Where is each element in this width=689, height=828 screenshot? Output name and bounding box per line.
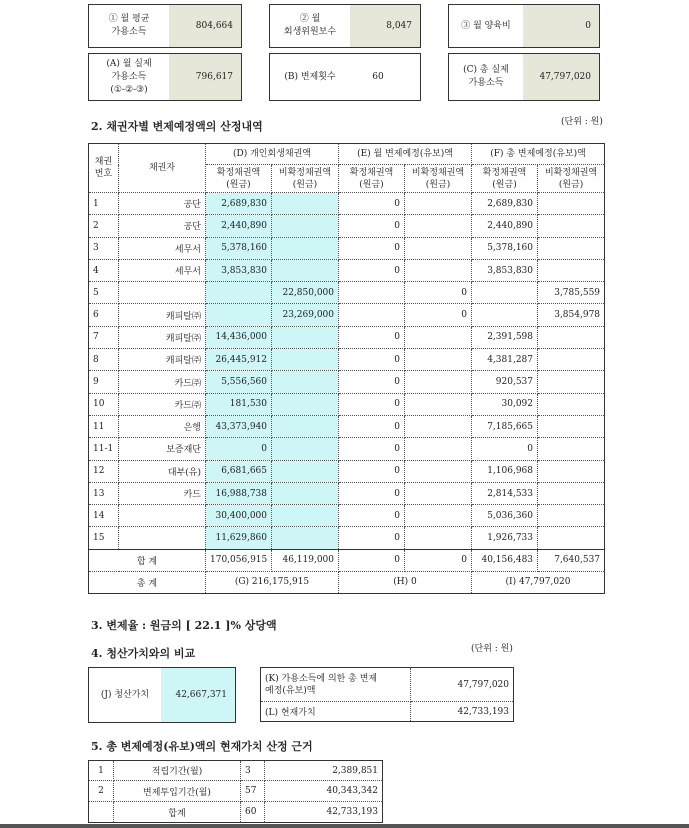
col-header-creditor: 채권자 xyxy=(119,144,206,193)
row-d-confirmed: 30,400,000 xyxy=(206,505,272,527)
row-creditor: 세무서 xyxy=(119,259,206,281)
row-d-unconfirmed xyxy=(272,415,339,437)
avg-income-label: ① 월 평균 가용소득 xyxy=(108,14,150,37)
row-no: 10 xyxy=(89,393,119,415)
liquidation-value-value: 42,667,371 xyxy=(161,668,235,722)
row-f-unconfirmed xyxy=(538,438,605,460)
avg-income-value: 804,664 xyxy=(169,5,241,47)
row-d-confirmed: 6,681,665 xyxy=(206,460,272,482)
present-value-table xyxy=(88,760,383,823)
table-row xyxy=(89,371,605,393)
col-header-f-unconfirmed: 비확정채권액 (원금) xyxy=(538,165,605,193)
row-creditor xyxy=(119,527,206,549)
col-header-f-confirmed: 확정채권액 (원금) xyxy=(472,165,538,193)
creditor-table-body xyxy=(89,144,605,594)
row-e-unconfirmed xyxy=(405,415,472,437)
pv-row-label: 적립기간(월) xyxy=(114,761,241,781)
row-f-unconfirmed xyxy=(538,193,605,215)
row-creditor: 공단 xyxy=(119,193,206,215)
payment-count-value: 60 xyxy=(350,54,420,100)
pv-total-amount: 42,733,193 xyxy=(265,802,383,823)
pv-row-months: 57 xyxy=(241,781,265,802)
row-e-confirmed: 0 xyxy=(339,215,405,237)
trustee-fee-box xyxy=(269,4,421,48)
row-no: 2 xyxy=(89,215,119,237)
pv-row-no: 1 xyxy=(89,761,114,781)
row-e-confirmed: 0 xyxy=(339,460,405,482)
row-e-unconfirmed xyxy=(405,237,472,259)
col-header-no: 채권 번호 xyxy=(89,144,119,193)
row-no: 15 xyxy=(89,527,119,549)
row-f-confirmed: 5,036,360 xyxy=(472,505,538,527)
total-label: 총 계 xyxy=(89,571,206,593)
row-no: 14 xyxy=(89,505,119,527)
subtotal-f-conf: 40,156,483 xyxy=(472,549,538,571)
subtotal-e-unconf: 0 xyxy=(405,549,472,571)
row-e-confirmed: 0 xyxy=(339,527,405,549)
row-d-confirmed xyxy=(206,282,272,304)
row-e-unconfirmed xyxy=(405,460,472,482)
net-income-label: (A) 월 실제 가용소득 (①-②-③) xyxy=(106,58,152,95)
row-d-unconfirmed xyxy=(272,349,339,371)
net-income-box xyxy=(88,53,242,101)
subtotal-label: 합 계 xyxy=(89,549,206,571)
col-header-e-confirmed: 확정채권액 (원금) xyxy=(339,165,405,193)
total-income-box xyxy=(448,53,600,101)
row-d-unconfirmed xyxy=(272,237,339,259)
row-e-confirmed: 0 xyxy=(339,349,405,371)
row-f-confirmed xyxy=(472,304,538,326)
table-row xyxy=(89,393,605,415)
row-d-confirmed: 26,445,912 xyxy=(206,349,272,371)
row-no: 1 xyxy=(89,193,119,215)
table-row xyxy=(89,460,605,482)
row-d-unconfirmed xyxy=(272,438,339,460)
child-support-label: ③ 월 양육비 xyxy=(461,20,511,31)
table-row xyxy=(89,304,605,326)
row-creditor: 세무서 xyxy=(119,237,206,259)
row-f-unconfirmed xyxy=(538,215,605,237)
row-no: 8 xyxy=(89,349,119,371)
row-f-unconfirmed xyxy=(538,415,605,437)
row-f-unconfirmed xyxy=(538,393,605,415)
row-creditor: 보증재단 xyxy=(119,438,206,460)
row-e-unconfirmed xyxy=(405,393,472,415)
row-e-confirmed: 0 xyxy=(339,505,405,527)
subtotal-e-conf: 0 xyxy=(339,549,405,571)
row-e-confirmed: 0 xyxy=(339,326,405,348)
row-d-confirmed: 43,373,940 xyxy=(206,415,272,437)
child-support-value: 0 xyxy=(523,5,599,47)
row-no: 9 xyxy=(89,371,119,393)
row-e-unconfirmed xyxy=(405,215,472,237)
row-f-confirmed: 30,092 xyxy=(472,393,538,415)
row-e-unconfirmed xyxy=(405,326,472,348)
total-h: (H) 0 xyxy=(339,571,472,593)
subtotal-d-conf: 170,056,915 xyxy=(206,549,272,571)
row-d-confirmed: 181,530 xyxy=(206,393,272,415)
row-no: 11 xyxy=(89,415,119,437)
row-no: 5 xyxy=(89,282,119,304)
row-d-confirmed: 5,556,560 xyxy=(206,371,272,393)
page-bottom-divider xyxy=(0,824,689,828)
table-row xyxy=(89,505,605,527)
table-row xyxy=(89,259,605,281)
total-row xyxy=(89,571,605,593)
row-no: 4 xyxy=(89,259,119,281)
row-creditor: 캐피탈㈜ xyxy=(119,304,206,326)
pv-row-no: 2 xyxy=(89,781,114,802)
row-e-unconfirmed xyxy=(405,438,472,460)
total-g: (G) 216,175,915 xyxy=(206,571,339,593)
row-creditor: 캐피탈㈜ xyxy=(119,326,206,348)
row-e-confirmed xyxy=(339,304,405,326)
row-d-confirmed: 3,853,830 xyxy=(206,259,272,281)
k-value: 47,797,020 xyxy=(411,668,514,702)
table-row xyxy=(89,527,605,549)
row-d-confirmed xyxy=(206,304,272,326)
row-e-unconfirmed: 0 xyxy=(405,304,472,326)
row-no: 11-1 xyxy=(89,438,119,460)
table-row xyxy=(89,349,605,371)
row-creditor xyxy=(119,282,206,304)
row-creditor: 카드㈜ xyxy=(119,371,206,393)
row-f-unconfirmed xyxy=(538,482,605,504)
row-d-unconfirmed: 22,850,000 xyxy=(272,282,339,304)
table-row xyxy=(89,438,605,460)
row-f-unconfirmed xyxy=(538,460,605,482)
row-e-unconfirmed xyxy=(405,193,472,215)
row-e-unconfirmed: 0 xyxy=(405,282,472,304)
subtotal-row xyxy=(89,549,605,571)
section2-unit: (단위 : 원) xyxy=(561,117,603,127)
row-e-unconfirmed xyxy=(405,259,472,281)
row-f-confirmed: 7,185,665 xyxy=(472,415,538,437)
row-e-confirmed: 0 xyxy=(339,193,405,215)
pv-row-amount: 2,389,851 xyxy=(265,761,383,781)
row-e-confirmed: 0 xyxy=(339,393,405,415)
row-f-unconfirmed xyxy=(538,326,605,348)
row-f-confirmed: 1,106,968 xyxy=(472,460,538,482)
row-f-unconfirmed xyxy=(538,371,605,393)
pv-row-months: 3 xyxy=(241,761,265,781)
liquidation-value-box xyxy=(88,667,236,723)
table-row xyxy=(89,415,605,437)
row-d-confirmed: 0 xyxy=(206,438,272,460)
table-row xyxy=(89,282,605,304)
pv-total-label: 합계 xyxy=(114,802,241,823)
row-e-confirmed: 0 xyxy=(339,237,405,259)
row-d-unconfirmed xyxy=(272,527,339,549)
pv-total-no xyxy=(89,802,114,823)
row-d-unconfirmed xyxy=(272,505,339,527)
table-row xyxy=(89,215,605,237)
row-creditor: 공단 xyxy=(119,215,206,237)
row-d-confirmed: 2,440,890 xyxy=(206,215,272,237)
row-d-unconfirmed xyxy=(272,326,339,348)
section4-unit: (단위 : 원) xyxy=(471,644,513,654)
row-d-unconfirmed xyxy=(272,482,339,504)
row-d-unconfirmed xyxy=(272,371,339,393)
row-f-confirmed: 0 xyxy=(472,438,538,460)
trustee-fee-label: ② 월 회생위원보수 xyxy=(283,14,337,37)
child-support-box xyxy=(448,4,600,48)
row-d-unconfirmed xyxy=(272,259,339,281)
total-income-value: 47,797,020 xyxy=(523,54,599,100)
section5-title: 5. 총 변제예정(유보)액의 현재가치 산정 근거 xyxy=(91,740,313,753)
row-e-unconfirmed xyxy=(405,505,472,527)
row-f-unconfirmed xyxy=(538,237,605,259)
row-no: 12 xyxy=(89,460,119,482)
row-f-confirmed: 920,537 xyxy=(472,371,538,393)
l-value: 42,733,193 xyxy=(411,702,514,722)
row-d-confirmed: 16,988,738 xyxy=(206,482,272,504)
section3-title: 3. 변제율 : 원금의 [ 22.1 ]% 상당액 xyxy=(91,619,277,632)
row-no: 13 xyxy=(89,482,119,504)
row-e-confirmed: 0 xyxy=(339,371,405,393)
pv-total-months: 60 xyxy=(241,802,265,823)
row-f-confirmed: 2,440,890 xyxy=(472,215,538,237)
row-f-confirmed: 2,814,533 xyxy=(472,482,538,504)
creditor-table xyxy=(88,143,605,594)
table-row xyxy=(89,482,605,504)
col-header-f: (F) 총 변제예정(유보)액 xyxy=(472,144,605,165)
row-f-unconfirmed: 3,785,559 xyxy=(538,282,605,304)
row-f-confirmed: 4,381,287 xyxy=(472,349,538,371)
trustee-fee-value: 8,047 xyxy=(350,5,420,47)
row-creditor: 카드 xyxy=(119,482,206,504)
row-f-unconfirmed xyxy=(538,527,605,549)
pv-row-label: 변제투입기간(월) xyxy=(114,781,241,802)
row-e-confirmed: 0 xyxy=(339,415,405,437)
row-f-confirmed: 2,689,830 xyxy=(472,193,538,215)
row-e-confirmed: 0 xyxy=(339,259,405,281)
total-i: (I) 47,797,020 xyxy=(472,571,605,593)
table-row xyxy=(89,193,605,215)
k-label: (K) 가용소득에 의한 총 변제 예정(유보)액 xyxy=(261,668,411,702)
col-header-d-confirmed: 확정채권액 (원금) xyxy=(206,165,272,193)
subtotal-d-unconf: 46,119,000 xyxy=(272,549,339,571)
row-f-unconfirmed xyxy=(538,505,605,527)
row-d-unconfirmed xyxy=(272,393,339,415)
avg-income-box xyxy=(88,4,242,48)
row-creditor: 캐피탈㈜ xyxy=(119,349,206,371)
section2-title: 2. 채권자별 변제예정액의 산정내역 xyxy=(91,120,263,133)
row-d-confirmed: 14,436,000 xyxy=(206,326,272,348)
row-e-confirmed: 0 xyxy=(339,438,405,460)
row-f-unconfirmed: 3,854,978 xyxy=(538,304,605,326)
row-f-confirmed: 1,926,733 xyxy=(472,527,538,549)
subtotal-f-unconf: 7,640,537 xyxy=(538,549,605,571)
row-e-confirmed: 0 xyxy=(339,482,405,504)
col-header-d: (D) 개인회생채권액 xyxy=(206,144,339,165)
row-creditor: 대부(유) xyxy=(119,460,206,482)
comparison-table xyxy=(260,667,514,722)
row-creditor: 카드㈜ xyxy=(119,393,206,415)
pv-row-amount: 40,343,342 xyxy=(265,781,383,802)
row-e-unconfirmed xyxy=(405,371,472,393)
row-d-unconfirmed: 23,269,000 xyxy=(272,304,339,326)
row-f-confirmed: 5,378,160 xyxy=(472,237,538,259)
l-label: (L) 현재가치 xyxy=(261,702,411,722)
row-e-unconfirmed xyxy=(405,482,472,504)
row-f-unconfirmed xyxy=(538,259,605,281)
table-row xyxy=(89,237,605,259)
liquidation-value-label: (J) 청산가치 xyxy=(100,689,150,700)
row-d-unconfirmed xyxy=(272,460,339,482)
col-header-e: (E) 월 변제예정(유보)액 xyxy=(339,144,472,165)
row-e-unconfirmed xyxy=(405,349,472,371)
row-f-unconfirmed xyxy=(538,349,605,371)
row-d-confirmed: 2,689,830 xyxy=(206,193,272,215)
row-d-confirmed: 11,629,860 xyxy=(206,527,272,549)
payment-count-box xyxy=(269,53,421,101)
row-e-confirmed xyxy=(339,282,405,304)
row-d-unconfirmed xyxy=(272,215,339,237)
row-f-confirmed xyxy=(472,282,538,304)
row-f-confirmed: 3,853,830 xyxy=(472,259,538,281)
row-e-unconfirmed xyxy=(405,527,472,549)
row-no: 6 xyxy=(89,304,119,326)
row-creditor xyxy=(119,505,206,527)
row-d-unconfirmed xyxy=(272,193,339,215)
col-header-d-unconfirmed: 비확정채권액 (원금) xyxy=(272,165,339,193)
table-row xyxy=(89,326,605,348)
col-header-e-unconfirmed: 비확정채권액 (원금) xyxy=(405,165,472,193)
section4-title: 4. 청산가치와의 비교 xyxy=(91,647,196,660)
row-d-confirmed: 5,378,160 xyxy=(206,237,272,259)
row-no: 7 xyxy=(89,326,119,348)
row-creditor: 은행 xyxy=(119,415,206,437)
payment-count-label: (B) 변제횟수 xyxy=(284,71,336,82)
net-income-value: 796,617 xyxy=(169,54,241,100)
row-no: 3 xyxy=(89,237,119,259)
total-income-label: (C) 총 실제 가용소득 xyxy=(463,65,509,88)
row-f-confirmed: 2,391,598 xyxy=(472,326,538,348)
